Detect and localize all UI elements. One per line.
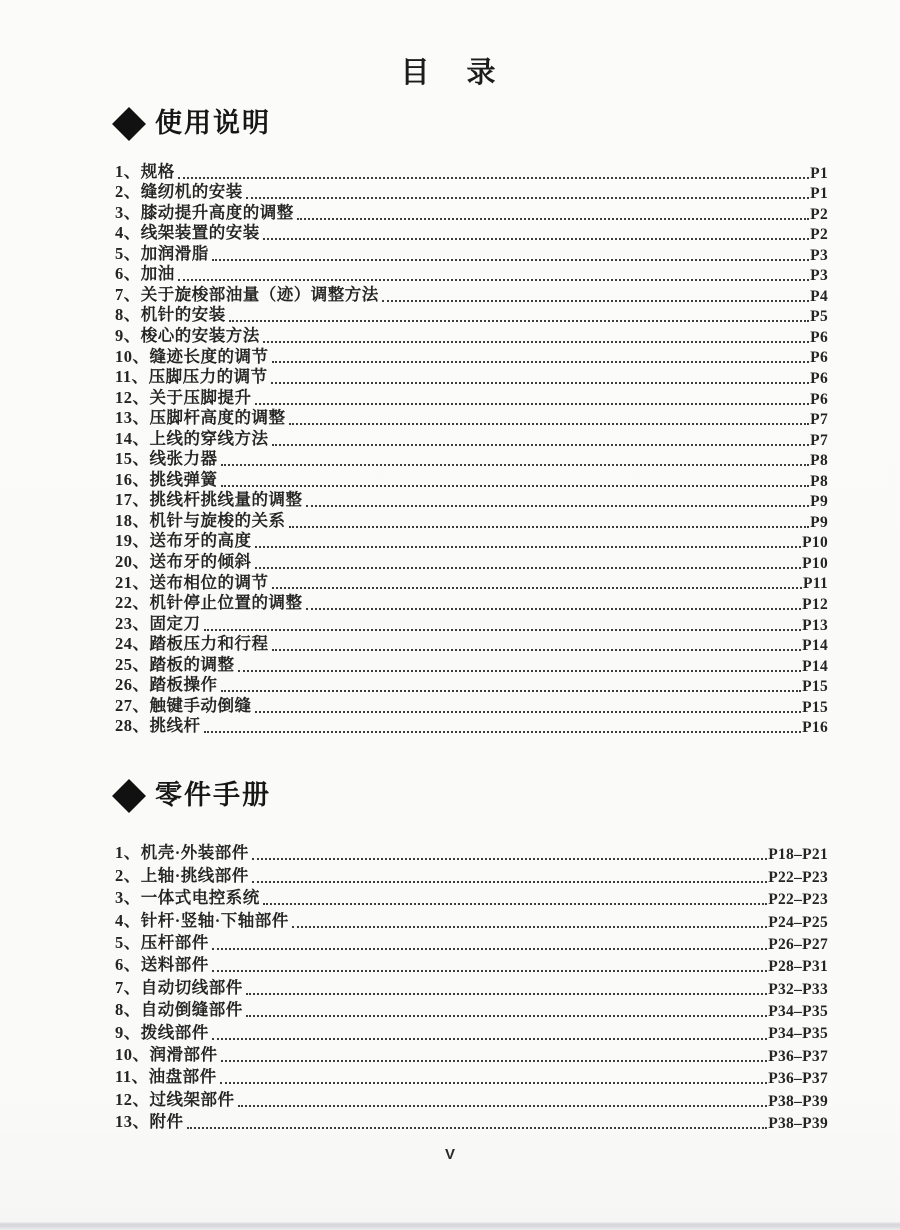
toc-row	[115, 1043, 828, 1065]
toc-item-page: P12	[802, 595, 828, 613]
toc-row	[115, 366, 828, 387]
toc-item-label: 13、压脚杆高度的调整	[115, 408, 286, 428]
toc-item-label: 6、送料部件	[115, 955, 209, 975]
dotted-leader	[255, 567, 802, 569]
dotted-leader	[255, 711, 802, 713]
toc-item-label: 7、自动切线部件	[115, 977, 243, 997]
toc-row	[115, 1020, 828, 1042]
dotted-leader	[272, 361, 810, 363]
dotted-leader	[212, 259, 809, 261]
toc-row	[115, 449, 828, 470]
toc-item-label: 18、机针与旋梭的关系	[115, 510, 286, 530]
toc-item-page: P9	[810, 493, 828, 511]
toc-item-page: P14	[802, 637, 828, 655]
toc-item-page: P14	[802, 657, 828, 675]
toc-row	[115, 863, 828, 885]
page-title: 目 录	[400, 57, 500, 89]
dotted-leader	[204, 731, 802, 733]
dotted-leader	[297, 218, 809, 220]
toc-item-page: P28–P31	[768, 958, 828, 976]
dotted-leader	[255, 403, 810, 405]
toc-row	[115, 654, 828, 675]
toc-row	[115, 161, 828, 182]
toc-item-page: P4	[810, 287, 828, 305]
toc-item-label: 4、线架装置的安装	[115, 223, 260, 243]
toc-item-page: P26–P27	[768, 935, 828, 953]
toc-item-label: 12、过线架部件	[115, 1089, 235, 1109]
toc-item-page: P34–P35	[768, 1003, 828, 1021]
toc-item-label: 22、机针停止位置的调整	[115, 593, 303, 613]
toc-item-label: 4、针杆·竖轴·下轴部件	[115, 910, 289, 930]
dotted-leader	[212, 970, 767, 972]
toc-item-page: P13	[802, 616, 828, 634]
toc-item-page: P10	[802, 554, 828, 572]
toc-item-page: P16	[802, 719, 828, 737]
toc-row	[115, 1110, 828, 1132]
toc-item-page: P8	[810, 452, 828, 470]
toc-item-page: P11	[802, 575, 828, 593]
footer-page-number: V	[444, 1146, 455, 1163]
dotted-leader	[306, 505, 810, 507]
toc-item-page: P38–P39	[768, 1092, 828, 1110]
toc-row	[115, 634, 828, 655]
toc-item-page: P6	[810, 390, 828, 408]
toc-row	[115, 387, 828, 408]
toc-item-page: P10	[802, 534, 828, 552]
dotted-leader	[221, 464, 810, 466]
toc-item-label: 8、自动倒缝部件	[115, 1000, 243, 1020]
dotted-leader	[272, 444, 810, 446]
toc-row	[115, 408, 828, 429]
toc-row	[115, 305, 828, 326]
toc-item-page: P1	[810, 185, 828, 203]
toc-row	[115, 908, 828, 930]
toc-item-label: 5、压杆部件	[115, 932, 209, 952]
dotted-leader	[292, 926, 767, 928]
dotted-leader	[229, 320, 809, 322]
section-heading-usage	[117, 110, 271, 137]
toc-row	[115, 592, 828, 613]
toc-item-page: P36–P37	[768, 1070, 828, 1088]
toc-item-label: 15、线张力器	[115, 449, 218, 469]
toc-item-page: P2	[810, 226, 828, 244]
dotted-leader	[252, 858, 767, 860]
toc-row	[115, 1065, 828, 1087]
toc-item-label: 20、送布牙的倾斜	[115, 551, 252, 571]
toc-item-label: 3、一体式电控系统	[115, 888, 260, 908]
toc-row	[115, 975, 828, 997]
toc-item-page: P6	[810, 369, 828, 387]
toc-item-label: 12、关于压脚提升	[115, 387, 252, 407]
toc-row	[115, 510, 828, 531]
toc-item-page: P15	[802, 678, 828, 696]
toc-item-label: 28、挑线杆	[115, 716, 201, 736]
toc-item-label: 5、加润滑脂	[115, 243, 209, 263]
toc-item-page: P2	[810, 205, 828, 223]
dotted-leader	[221, 1060, 768, 1062]
toc-item-page: P36–P37	[768, 1047, 828, 1065]
toc-item-label: 23、固定刀	[115, 613, 201, 633]
toc-item-label: 11、油盘部件	[115, 1067, 217, 1087]
toc-item-label: 11、压脚压力的调节	[115, 367, 268, 387]
toc-row	[115, 223, 828, 244]
dotted-leader	[263, 903, 767, 905]
toc-item-page: P22–P23	[768, 868, 828, 886]
section-title-parts: 零件手册	[155, 780, 271, 810]
toc-item-label: 1、机壳·外装部件	[115, 843, 249, 863]
toc-row	[115, 613, 828, 634]
toc-item-page: P7	[810, 411, 828, 429]
dotted-leader	[255, 546, 802, 548]
toc-item-label: 7、关于旋梭部油量（迹）调整方法	[115, 284, 379, 304]
toc-item-label: 25、踏板的调整	[115, 654, 235, 674]
parts-toc-list	[115, 841, 828, 1132]
dotted-leader	[204, 629, 802, 631]
toc-item-page: P38–P39	[768, 1115, 828, 1133]
usage-toc-list	[115, 161, 828, 736]
toc-row	[115, 182, 828, 203]
toc-row	[115, 716, 828, 737]
toc-item-page: P1	[810, 164, 828, 182]
toc-item-label: 9、拨线部件	[115, 1022, 209, 1042]
dotted-leader	[263, 341, 809, 343]
toc-row	[115, 531, 828, 552]
toc-item-page: P32–P33	[768, 980, 828, 998]
toc-row	[115, 998, 828, 1020]
toc-item-page: P6	[810, 349, 828, 367]
dotted-leader	[178, 177, 809, 179]
dotted-leader	[220, 1082, 768, 1084]
dotted-leader	[272, 649, 802, 651]
dotted-leader	[263, 238, 809, 240]
toc-item-label: 1、规格	[115, 161, 175, 181]
toc-row	[115, 284, 828, 305]
toc-item-page: P24–P25	[768, 913, 828, 931]
toc-item-page: P8	[810, 472, 828, 490]
toc-item-label: 9、梭心的安装方法	[115, 325, 260, 345]
scan-edge-band	[0, 1221, 900, 1230]
toc-item-label: 26、踏板操作	[115, 675, 218, 695]
toc-row	[115, 325, 828, 346]
toc-row	[115, 243, 828, 264]
toc-row	[115, 695, 828, 716]
toc-item-page: P9	[810, 513, 828, 531]
toc-item-page: P18–P21	[768, 846, 828, 864]
toc-item-label: 27、触键手动倒缝	[115, 695, 252, 715]
toc-item-label: 19、送布牙的高度	[115, 531, 252, 551]
dotted-leader	[238, 1105, 768, 1107]
section-heading-parts	[117, 782, 271, 809]
dotted-leader	[271, 382, 810, 384]
diamond-icon	[112, 107, 146, 141]
dotted-leader	[306, 608, 802, 610]
toc-item-page: P3	[810, 267, 828, 285]
toc-row	[115, 886, 828, 908]
toc-item-label: 14、上线的穿线方法	[115, 428, 269, 448]
toc-item-page: P5	[810, 308, 828, 326]
toc-row	[115, 490, 828, 511]
dotted-leader	[212, 948, 767, 950]
diamond-icon	[112, 779, 146, 813]
toc-row	[115, 931, 828, 953]
dotted-leader	[221, 485, 810, 487]
toc-row	[115, 841, 828, 863]
toc-row	[115, 953, 828, 975]
toc-item-label: 17、挑线杆挑线量的调整	[115, 490, 303, 510]
toc-item-label: 16、挑线弹簧	[115, 469, 218, 489]
toc-item-label: 21、送布相位的调节	[115, 572, 269, 592]
toc-item-label: 2、上轴·挑线部件	[115, 865, 249, 885]
toc-row	[115, 469, 828, 490]
toc-item-label: 2、缝纫机的安装	[115, 182, 243, 202]
dotted-leader	[212, 1038, 767, 1040]
toc-row	[115, 551, 828, 572]
toc-item-label: 3、膝动提升高度的调整	[115, 202, 294, 222]
dotted-leader	[246, 1015, 767, 1017]
toc-item-page: P6	[810, 328, 828, 346]
toc-row	[115, 1087, 828, 1109]
toc-item-page: P34–P35	[768, 1025, 828, 1043]
toc-item-label: 8、机针的安装	[115, 305, 226, 325]
dotted-leader	[382, 300, 809, 302]
toc-row	[115, 572, 828, 593]
toc-item-page: P22–P23	[768, 891, 828, 909]
toc-row	[115, 346, 828, 367]
toc-item-page: P7	[810, 431, 828, 449]
dotted-leader	[221, 690, 802, 692]
toc-item-label: 10、润滑部件	[115, 1044, 218, 1064]
dotted-leader	[272, 587, 802, 589]
toc-row	[115, 428, 828, 449]
dotted-leader	[289, 423, 810, 425]
dotted-leader	[252, 881, 767, 883]
dotted-leader	[178, 279, 809, 281]
toc-item-label: 10、缝迹长度的调节	[115, 346, 269, 366]
dotted-leader	[246, 993, 767, 995]
toc-row	[115, 202, 828, 223]
dotted-leader	[246, 197, 809, 199]
toc-item-label: 6、加油	[115, 264, 175, 284]
toc-item-page: P15	[802, 698, 828, 716]
toc-item-label: 24、踏板压力和行程	[115, 634, 269, 654]
section-title-usage: 使用说明	[155, 108, 271, 138]
dotted-leader	[238, 670, 802, 672]
toc-item-page: P3	[810, 246, 828, 264]
dotted-leader	[187, 1127, 768, 1129]
toc-row	[115, 264, 828, 285]
toc-item-label: 13、附件	[115, 1112, 184, 1132]
toc-row	[115, 675, 828, 696]
dotted-leader	[289, 526, 810, 528]
